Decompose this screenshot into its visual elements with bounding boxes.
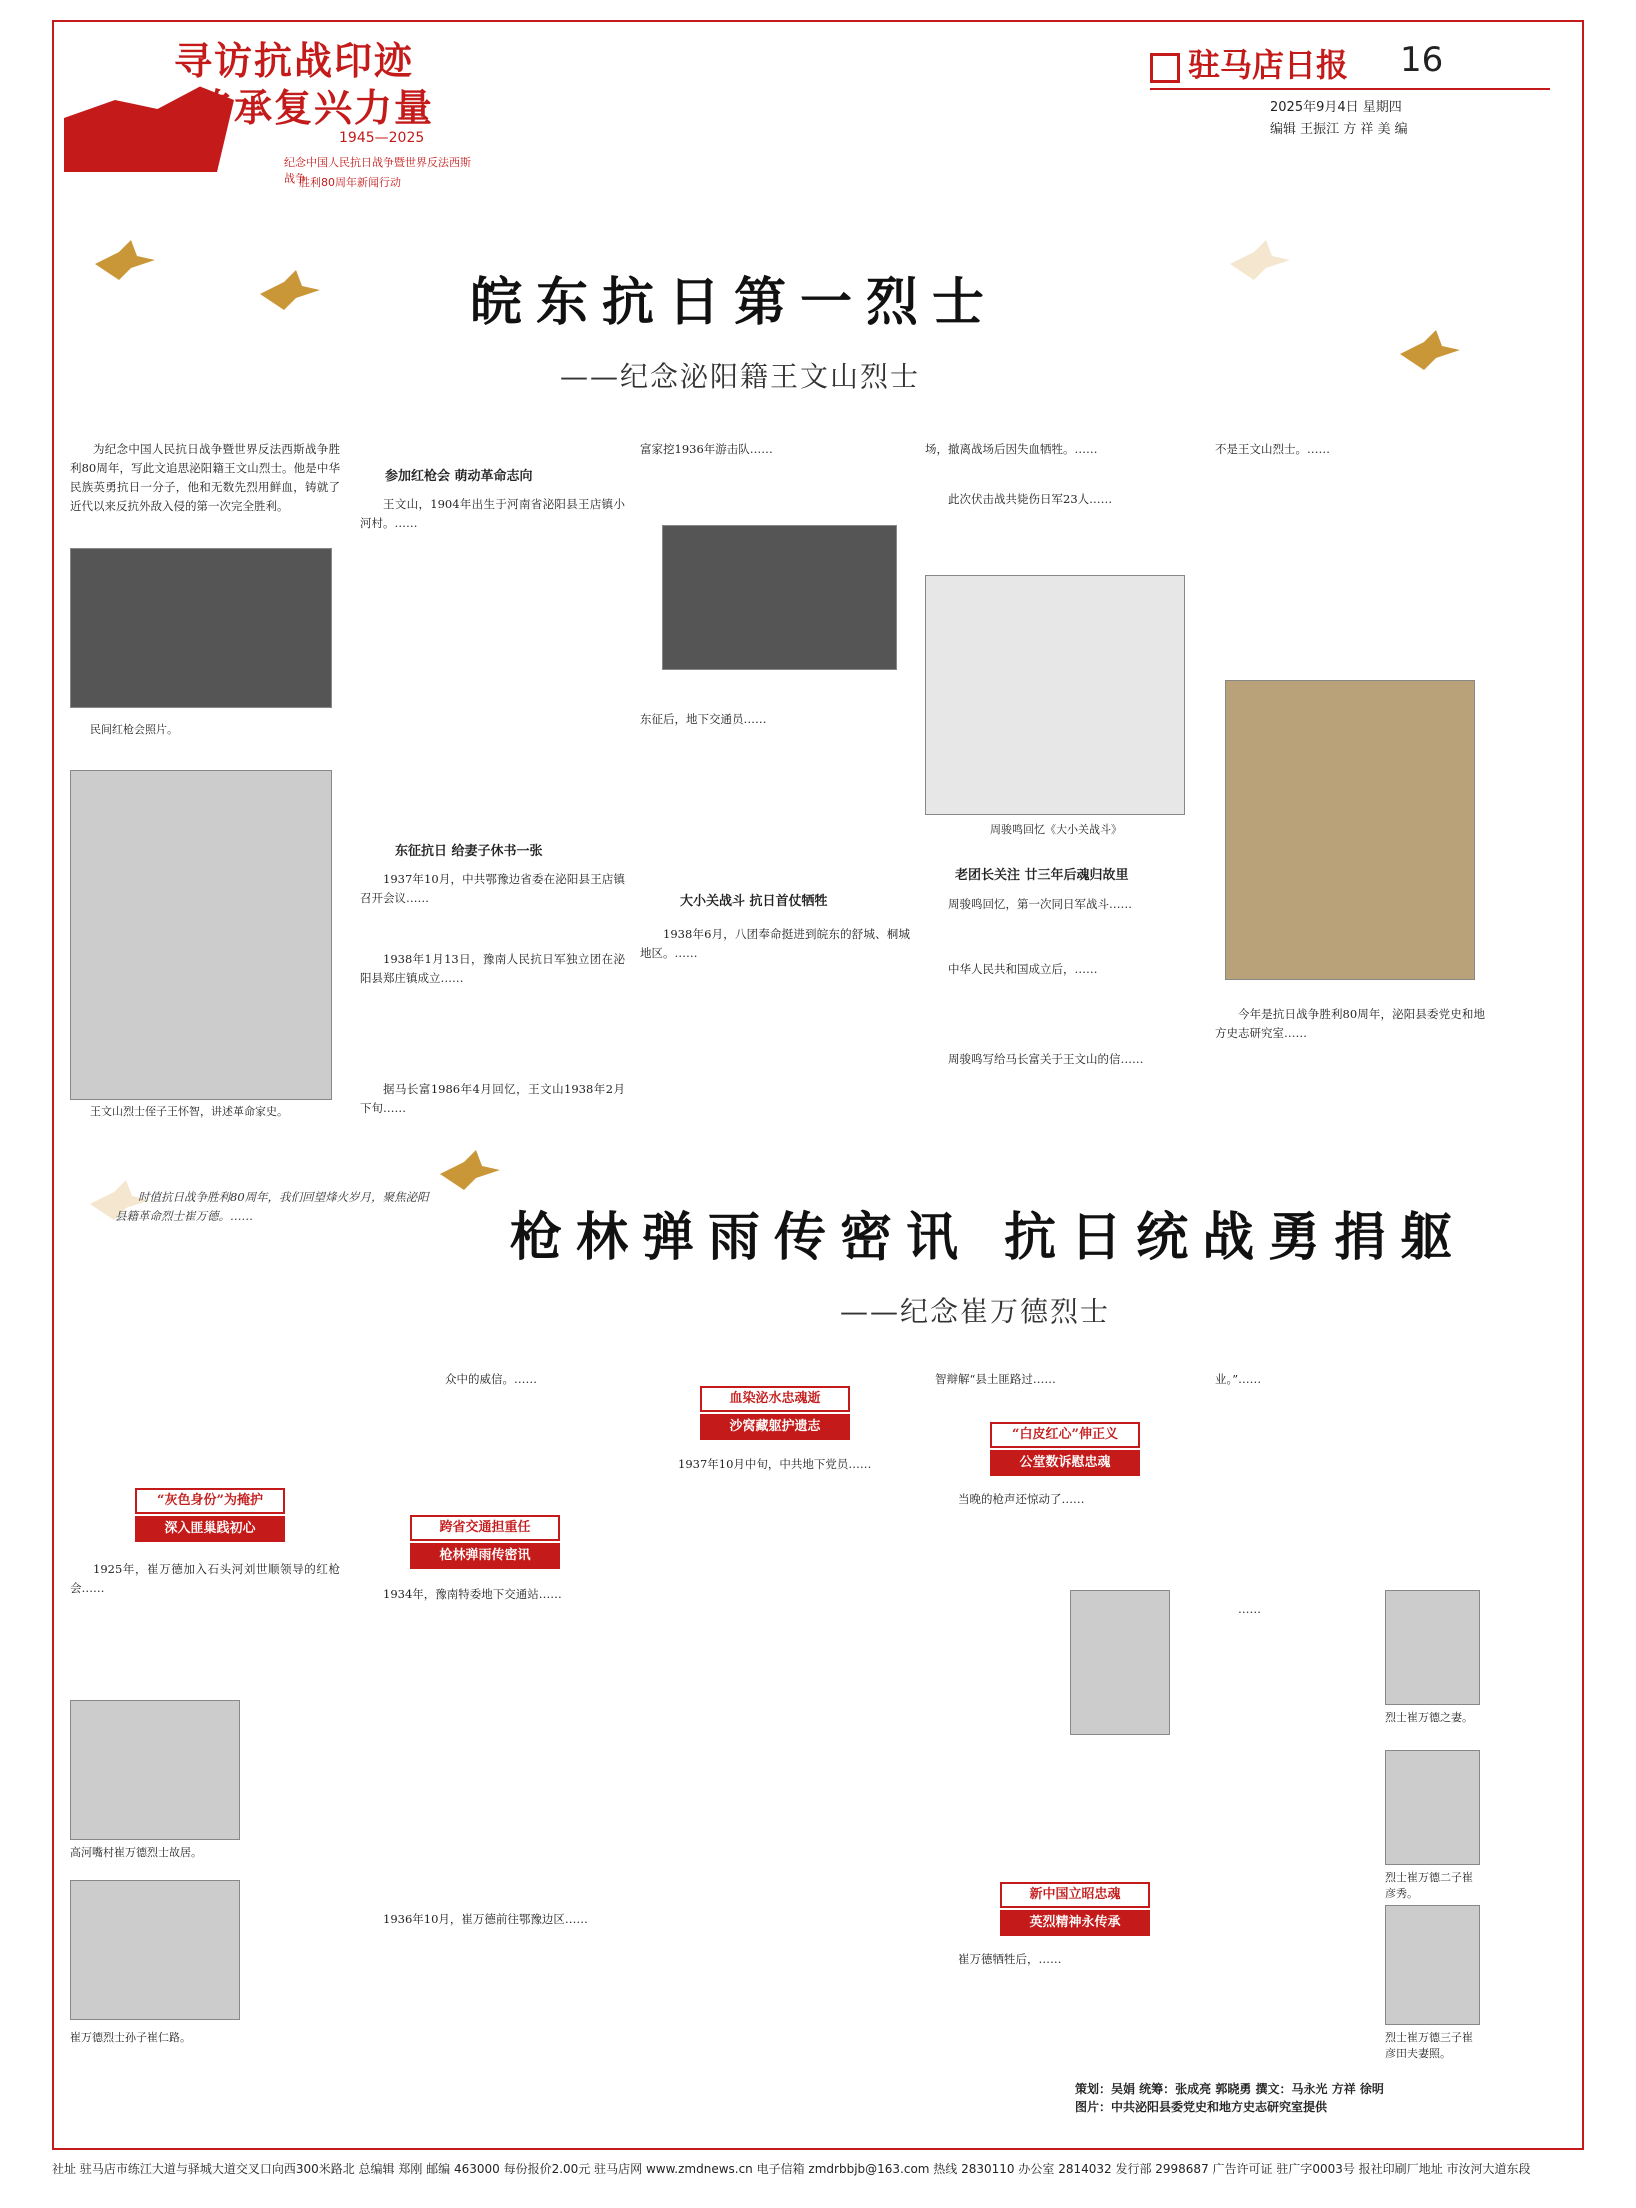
paragraph: 今年是抗日战争胜利80周年，泌阳县委党史和地方史志研究室…… xyxy=(1215,1007,1485,1040)
tag: 新中国立昭忠魂 英烈精神永传承 xyxy=(1000,1880,1150,1938)
paper-logo: 驻马店日报 xyxy=(1150,40,1348,86)
paragraph: 1938年6月，八团奉命挺进到皖东的舒城、桐城地区。…… xyxy=(640,927,910,960)
banner xyxy=(54,22,474,192)
paragraph: 1937年10月，中共鄂豫边省委在泌阳县王店镇召开会议…… xyxy=(360,872,625,905)
banner-caption2: 胜利80周年新闻行动 xyxy=(299,176,401,189)
caption: 烈士崔万德三子崔彦田夫妻照。 xyxy=(1385,2031,1473,2060)
caption: 烈士崔万德二子崔彦秀。 xyxy=(1385,1871,1473,1900)
masthead xyxy=(1150,40,1570,150)
photo-cui-yantian xyxy=(1385,1905,1480,2025)
photo-letter xyxy=(1225,680,1475,980)
tag: 血染泌水忠魂逝 沙窝藏躯护遗志 xyxy=(700,1384,850,1442)
paragraph: 1925年，崔万德加入石头河刘世顺领导的红枪会…… xyxy=(70,1562,340,1595)
photo-wang-huaizhi xyxy=(70,770,332,1100)
footer: 社址 驻马店市练江大道与驿城大道交叉口向西300米路北 总编辑 郑刚 邮编 463000 每份报价2.00元 驻马店网 www.zmdnews.cn 电子信箱 zmdrbbjb@163.com 热线 2830110 办公室 2814032 发行部 2998687 广告许可证 驻广字0003号 报社印刷厂地址 市汝河大道东段 xyxy=(52,2162,1531,2176)
tag: 跨省交通担重任 枪林弹雨传密讯 xyxy=(410,1513,560,1571)
subheading: 大小关战斗 抗日首仗牺牲 xyxy=(680,894,828,909)
paragraph: 智辩解“县土匪路过…… xyxy=(935,1372,1056,1386)
paragraph: 周骏鸣回忆，第一次同日军战斗…… xyxy=(948,897,1132,911)
page-number: 16 xyxy=(1400,40,1444,80)
caption: 高河嘴村崔万德烈士故居。 xyxy=(70,1846,202,1859)
caption: 民间红枪会照片。 xyxy=(90,723,178,736)
paragraph: …… xyxy=(1238,1602,1261,1616)
photo-cui-wande xyxy=(1070,1590,1170,1735)
paragraph: 东征后，地下交通员…… xyxy=(640,712,767,726)
paragraph: 崔万德牺牲后，…… xyxy=(958,1952,1062,1966)
article1-intro: 为纪念中国人民抗日战争暨世界反法西斯战争胜利80周年，写此文追思泌阳籍王文山烈士。他是中华民族英勇抗日一分子，他和无数先烈用鲜血，铸就了近代以来反抗外敌入侵的第一次完全胜利。 xyxy=(70,442,340,513)
photo-cui-renlu xyxy=(70,1880,240,2020)
paragraph: 富家挖1936年游击队…… xyxy=(640,442,773,456)
issue-date: 2025年9月4日 星期四 xyxy=(1270,100,1402,115)
caption: 崔万德烈士孙子崔仁路。 xyxy=(70,2031,191,2044)
paragraph: 据马长富1986年4月回忆，王文山1938年2月下旬…… xyxy=(360,1082,625,1115)
photo-memoir xyxy=(925,575,1185,815)
article1-title: 皖东抗日第一烈士 xyxy=(470,272,999,333)
caption: 王文山烈士侄子王怀智，讲述革命家史。 xyxy=(90,1105,288,1118)
paragraph: 1937年10月中旬，中共地下党员…… xyxy=(678,1457,872,1471)
caption: 烈士崔万德之妻。 xyxy=(1385,1711,1473,1724)
paragraph: 不是王文山烈士。…… xyxy=(1215,442,1330,456)
article2-intro: 时值抗日战争胜利80周年，我们回望烽火岁月，聚焦泌阳县籍革命烈士崔万德。…… xyxy=(115,1190,429,1223)
photo-red-spear xyxy=(70,548,332,708)
subheading: 老团长关注 廿三年后魂归故里 xyxy=(955,868,1129,883)
paragraph: 当晚的枪声还惊动了…… xyxy=(958,1492,1085,1506)
subheading: 东征抗日 给妻子休书一张 xyxy=(395,844,543,859)
banner-years: 1945—2025 xyxy=(339,130,425,146)
caption: 周骏鸣回忆《大小关战斗》 xyxy=(990,823,1122,836)
photo-former-residence xyxy=(70,1700,240,1840)
tag: “灰色身份”为掩护 深入匪巢践初心 xyxy=(135,1486,285,1544)
paragraph: 业。”…… xyxy=(1215,1372,1262,1386)
paragraph: 1938年1月13日，豫南人民抗日军独立团在泌阳县郑庄镇成立…… xyxy=(360,952,625,985)
paragraph: 1934年，豫南特委地下交通站…… xyxy=(383,1587,562,1601)
article1-subtitle: ——纪念泌阳籍王文山烈士 xyxy=(560,360,921,393)
photo-cui-yanxiu xyxy=(1385,1750,1480,1865)
paragraph: 此次伏击战共毙伤日军23人…… xyxy=(948,492,1113,506)
paragraph: 场，撤离战场后因失血牺牲。…… xyxy=(925,442,1098,456)
paragraph: 周骏鸣写给马长富关于王文山的信…… xyxy=(948,1052,1144,1066)
article2-title: 枪林弹雨传密讯 抗日统战勇捐躯 xyxy=(510,1207,1467,1268)
photo-historic xyxy=(662,525,897,670)
subheading: 参加红枪会 萌动革命志向 xyxy=(385,469,533,484)
article2-subtitle: ——纪念崔万德烈士 xyxy=(840,1295,1111,1328)
paragraph: 1936年10月，崔万德前往鄂豫边区…… xyxy=(383,1912,588,1926)
tag: “白皮红心”伸正义 公堂数诉慰忠魂 xyxy=(990,1420,1140,1478)
banner-caption1: 纪念中国人民抗日战争暨世界反法西斯战争 xyxy=(284,156,471,185)
banner-slogan2: 传承复兴力量 xyxy=(194,85,435,130)
photo-cui-wife xyxy=(1385,1590,1480,1705)
paragraph: 众中的威信。…… xyxy=(445,1372,537,1386)
paragraph: 王文山，1904年出生于河南省泌阳县王店镇小河村。…… xyxy=(360,497,625,530)
banner-slogan1: 寻访抗战印迹 xyxy=(174,38,415,83)
editor-line: 编辑 王振江 方 祥 美 编 xyxy=(1270,122,1408,137)
paragraph: 中华人民共和国成立后，…… xyxy=(948,962,1098,976)
credits: 策划：吴娟 统筹：张成亮 郭晓勇 撰文：马永光 方祥 徐明 图片：中共泌阳县委党史和地方史志研究室提供 xyxy=(1075,2082,1384,2114)
